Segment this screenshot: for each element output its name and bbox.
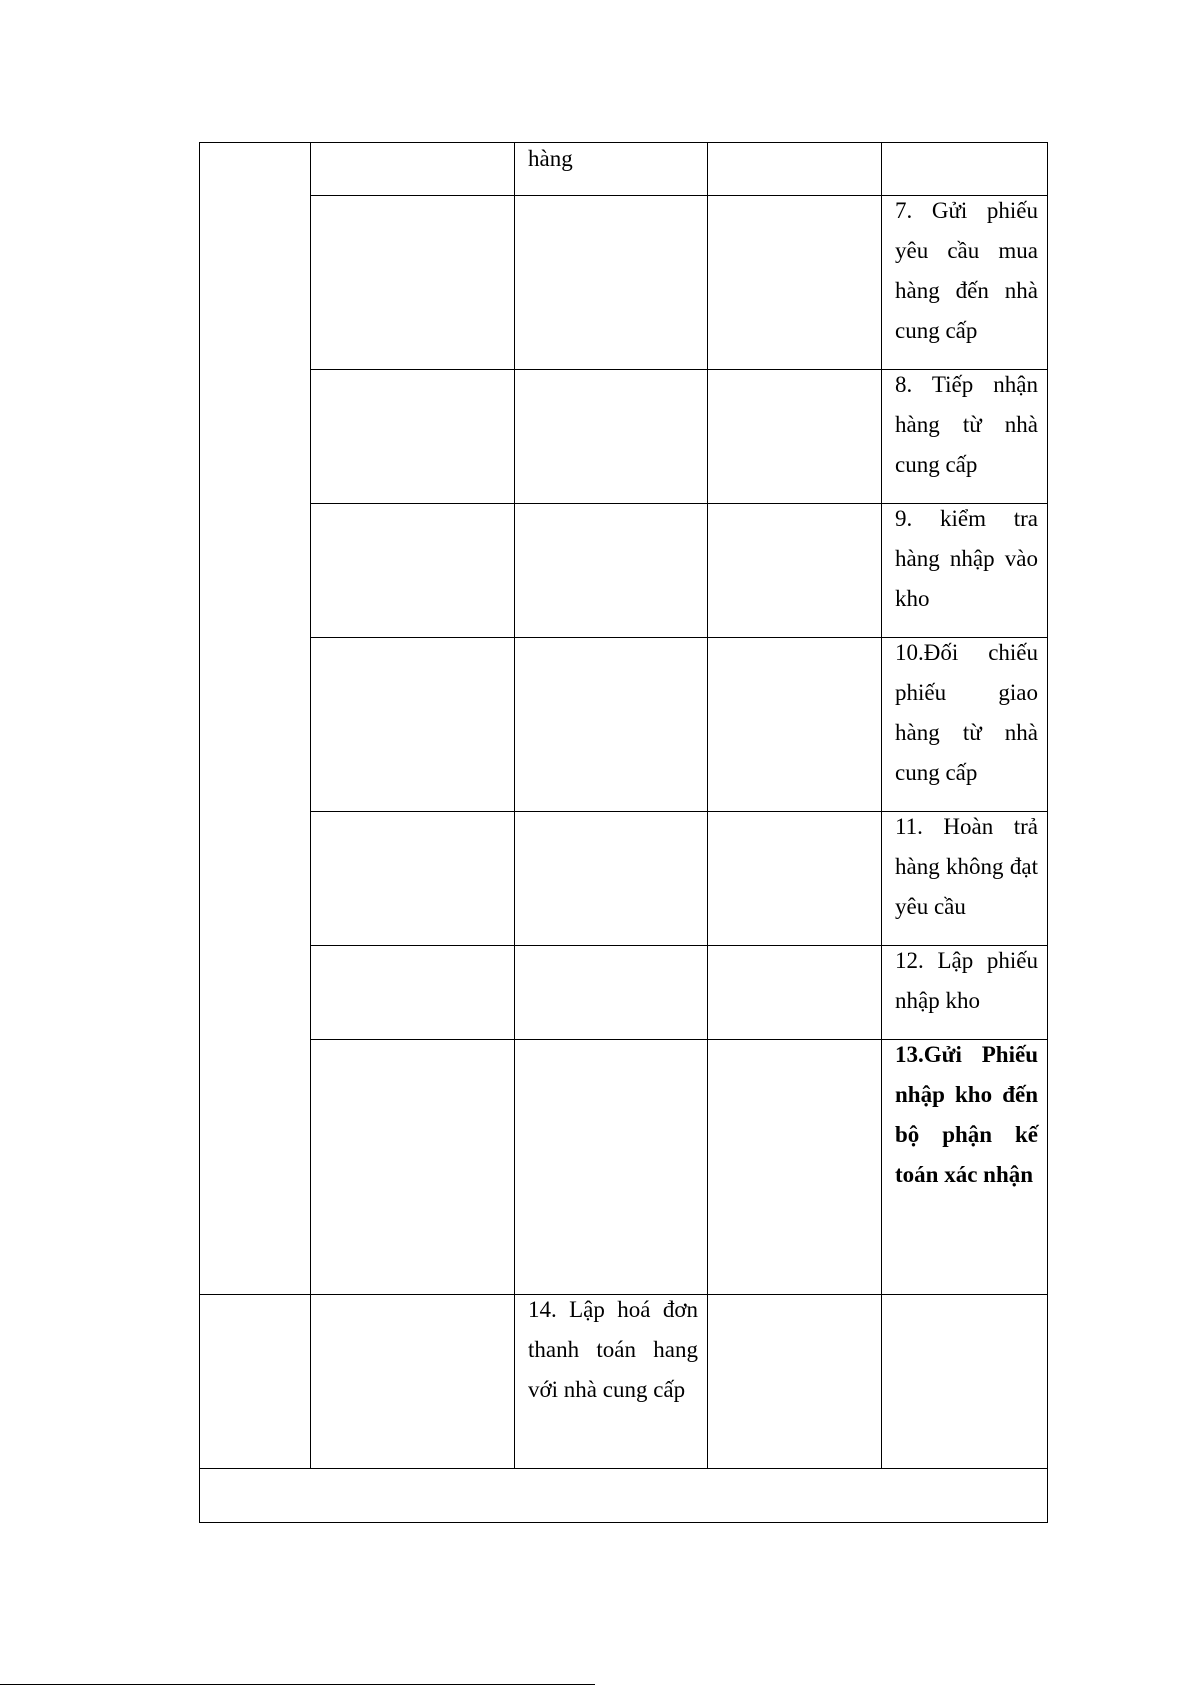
table-cell: 11. Hoàn trả hàng không đạt yêu cầu <box>895 814 1038 919</box>
table-border-left <box>199 142 200 1523</box>
column-divider <box>514 142 515 1469</box>
table-cell: 9. kiểm tra hàng nhập vào kho <box>895 506 1038 611</box>
table-cell: 8. Tiếp nhận hàng từ nhà cung cấp <box>895 372 1038 477</box>
table-cell: 10.Đối chiếu phiếu giao hàng từ nhà cung cấp <box>895 640 1038 785</box>
table-cell: hàng <box>528 146 573 171</box>
table-cell: 14. Lập hoá đơn thanh toán hang với nhà cung cấp <box>528 1297 698 1402</box>
table-cell: 12. Lập phiếu nhập kho <box>895 948 1038 1013</box>
table-border-right <box>1047 142 1048 1523</box>
table-border-bottom <box>199 1522 1048 1523</box>
column-divider <box>707 142 708 1469</box>
column-divider <box>310 142 311 1469</box>
table-cell: 13.Gửi Phiếu nhập kho đến bộ phận kế toán xác nhận <box>895 1042 1038 1187</box>
document-table <box>199 142 1048 1523</box>
row-divider <box>199 1468 1048 1469</box>
table-cell: 7. Gửi phiếu yêu cầu mua hàng đến nhà cung cấp <box>895 198 1038 343</box>
